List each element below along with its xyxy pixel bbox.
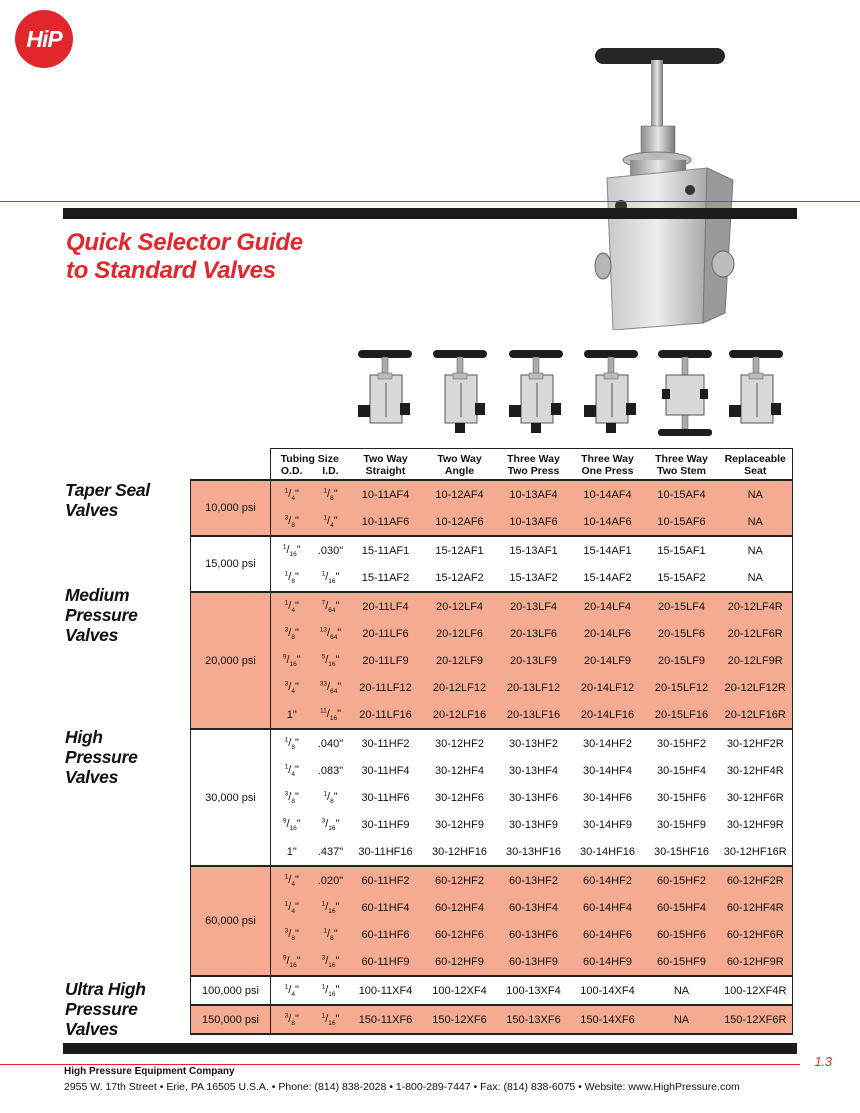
tubing-id: .030" <box>313 536 349 564</box>
part-number: 10-14AF4 <box>571 480 645 508</box>
part-number: 60-13HF2 <box>497 866 571 894</box>
part-number: 100-13XF4 <box>497 976 571 1005</box>
part-number: 60-12HF4R <box>719 894 793 921</box>
tubing-size-label: Tubing Size <box>280 453 339 465</box>
part-number: 100-11XF4 <box>349 976 423 1005</box>
part-number: 30-12HF9 <box>423 811 497 838</box>
table-row <box>191 620 793 647</box>
part-number: 60-11HF4 <box>349 894 423 921</box>
part-number: 20-15LF6 <box>645 620 719 647</box>
part-number: 30-11HF2 <box>349 729 423 757</box>
pressure-rating: 15,000 psi <box>191 536 271 592</box>
category-line: High <box>65 727 103 747</box>
tubing-od: $^1/_8$" <box>271 729 313 757</box>
column-header <box>645 449 719 481</box>
tubing-od: 1" <box>271 838 313 866</box>
part-number: 20-11LF12 <box>349 674 423 701</box>
part-number: 30-12HF4 <box>423 757 497 784</box>
part-number: 30-12HF6 <box>423 784 497 811</box>
title-line-1: Quick Selector Guide <box>66 229 303 256</box>
category-taper-seal <box>65 480 150 520</box>
tubing-od: $^3/_4$" <box>271 674 313 701</box>
part-number: 20-13LF16 <box>497 701 571 729</box>
part-number: NA <box>719 536 793 564</box>
part-number: NA <box>719 480 793 508</box>
pressure-rating: 150,000 psi <box>191 1005 271 1034</box>
column-header-line2: Seat <box>744 465 767 477</box>
table-row <box>191 592 793 620</box>
blank-header-cell <box>191 449 271 481</box>
part-number: 60-11HF9 <box>349 948 423 976</box>
part-number: 100-12XF4R <box>719 976 793 1005</box>
part-number: 60-12HF6R <box>719 921 793 948</box>
part-number: 20-12LF16 <box>423 701 497 729</box>
part-number: 15-12AF1 <box>423 536 497 564</box>
column-header <box>571 449 645 481</box>
part-number: 30-13HF9 <box>497 811 571 838</box>
table-row <box>191 508 793 536</box>
part-number: 60-12HF6 <box>423 921 497 948</box>
part-number: 20-11LF9 <box>349 647 423 674</box>
tubing-od: $^1/_{16}$" <box>271 536 313 564</box>
tubing-od: $^1/_4$" <box>271 894 313 921</box>
part-number: 20-12LF16R <box>719 701 793 729</box>
tubing-od: $^9/_{16}$" <box>271 647 313 674</box>
table-row <box>191 948 793 976</box>
part-number: 10-15AF4 <box>645 480 719 508</box>
black-bar-top <box>63 208 797 219</box>
tubing-od: $^1/_4$" <box>271 976 313 1005</box>
part-number: 30-12HF16 <box>423 838 497 866</box>
part-number: 10-11AF4 <box>349 480 423 508</box>
column-header <box>497 449 571 481</box>
part-number: 150-12XF6R <box>719 1005 793 1034</box>
part-number: 20-11LF6 <box>349 620 423 647</box>
part-number: 60-15HF4 <box>645 894 719 921</box>
category-line: Valves <box>65 500 119 520</box>
column-header-line1: Replaceable <box>724 453 786 465</box>
table-row <box>191 866 793 894</box>
tubing-od: $^1/_8$" <box>271 564 313 592</box>
column-header <box>423 449 497 481</box>
category-medium-pressure <box>65 585 138 645</box>
tubing-id: $^1/_8$" <box>313 921 349 948</box>
part-number: 10-12AF4 <box>423 480 497 508</box>
part-number: 15-14AF1 <box>571 536 645 564</box>
part-number: 60-14HF2 <box>571 866 645 894</box>
tubing-id: $^1/_{16}$" <box>313 894 349 921</box>
company-address: 2955 W. 17th Street • Erie, PA 16505 U.S.A. • Phone: (814) 838-2028 • 1-800-289-7447 • Fax: (814) 838-6075 • Website: www.HighPressure.com <box>64 1081 740 1093</box>
category-line: Pressure <box>65 747 138 767</box>
table-row <box>191 1005 793 1034</box>
part-number: 20-15LF12 <box>645 674 719 701</box>
part-number: 30-13HF16 <box>497 838 571 866</box>
logo-text: HiP <box>26 25 62 52</box>
tubing-id: $^1/_8$" <box>313 784 349 811</box>
od-label: O.D. <box>280 465 303 477</box>
part-number: 30-12HF9R <box>719 811 793 838</box>
part-number: 20-14LF4 <box>571 592 645 620</box>
part-number: 20-14LF9 <box>571 647 645 674</box>
hip-logo <box>15 10 73 68</box>
table-row <box>191 811 793 838</box>
part-number: 60-15HF2 <box>645 866 719 894</box>
part-number: 60-14HF9 <box>571 948 645 976</box>
part-number: 30-14HF16 <box>571 838 645 866</box>
part-number: 60-12HF9 <box>423 948 497 976</box>
table-row <box>191 674 793 701</box>
part-number: 30-14HF9 <box>571 811 645 838</box>
part-number: 15-13AF1 <box>497 536 571 564</box>
part-number: 30-11HF16 <box>349 838 423 866</box>
part-number: 60-13HF6 <box>497 921 571 948</box>
part-number: 150-13XF6 <box>497 1005 571 1034</box>
tubing-id: .437" <box>313 838 349 866</box>
red-divider-bottom <box>0 1064 800 1065</box>
tubing-od: $^3/_8$" <box>271 620 313 647</box>
tubing-id: .083" <box>313 757 349 784</box>
tubing-od: $^1/_4$" <box>271 592 313 620</box>
part-number: 20-14LF16 <box>571 701 645 729</box>
category-line: Valves <box>65 625 119 645</box>
part-number: 30-12HF2R <box>719 729 793 757</box>
part-number: 20-13LF12 <box>497 674 571 701</box>
part-number: 60-13HF9 <box>497 948 571 976</box>
part-number: 30-11HF4 <box>349 757 423 784</box>
part-number: 10-12AF6 <box>423 508 497 536</box>
tubing-id: $^3/_{16}$" <box>313 948 349 976</box>
part-number: 30-12HF16R <box>719 838 793 866</box>
part-number: 20-12LF12 <box>423 674 497 701</box>
category-high-pressure <box>65 727 138 787</box>
tubing-id: .040" <box>313 729 349 757</box>
part-number: 30-15HF6 <box>645 784 719 811</box>
part-number: 20-12LF12R <box>719 674 793 701</box>
tubing-id: $^7/_{64}$" <box>313 592 349 620</box>
category-line: Valves <box>65 1019 119 1039</box>
table-row <box>191 729 793 757</box>
part-number: 60-12HF4 <box>423 894 497 921</box>
part-number: 15-15AF2 <box>645 564 719 592</box>
tubing-od: $^9/_{16}$" <box>271 811 313 838</box>
part-number: 60-12HF2R <box>719 866 793 894</box>
part-number: 60-12HF2 <box>423 866 497 894</box>
category-line: Taper Seal <box>65 480 150 500</box>
tubing-id: $^{13}/_{64}$" <box>313 620 349 647</box>
column-header-line2: Angle <box>444 465 475 477</box>
part-number: 15-11AF2 <box>349 564 423 592</box>
part-number: 30-13HF4 <box>497 757 571 784</box>
part-number: 30-14HF2 <box>571 729 645 757</box>
part-number: 20-12LF4 <box>423 592 497 620</box>
pressure-rating: 100,000 psi <box>191 976 271 1005</box>
pressure-rating: 60,000 psi <box>191 866 271 976</box>
part-number: 20-15LF9 <box>645 647 719 674</box>
part-number: 150-12XF6 <box>423 1005 497 1034</box>
table-row <box>191 536 793 564</box>
tubing-od: $^9/_{16}$" <box>271 948 313 976</box>
tubing-id: $^1/_{16}$" <box>313 564 349 592</box>
tubing-id: $^1/_{16}$" <box>313 1005 349 1034</box>
tubing-od: 1" <box>271 701 313 729</box>
part-number: 15-12AF2 <box>423 564 497 592</box>
part-number: 30-12HF2 <box>423 729 497 757</box>
page-title <box>66 229 303 285</box>
part-number: NA <box>645 976 719 1005</box>
tubing-id: $^{11}/_{16}$" <box>313 701 349 729</box>
tubing-size-header <box>271 449 349 481</box>
table-row <box>191 480 793 508</box>
page-number: 1.3 <box>814 1055 832 1069</box>
part-number: 30-13HF6 <box>497 784 571 811</box>
table-row <box>191 894 793 921</box>
tubing-od: $^1/_4$" <box>271 757 313 784</box>
column-header-line2: Two Stem <box>657 465 706 477</box>
part-number: 20-11LF16 <box>349 701 423 729</box>
part-number: NA <box>645 1005 719 1034</box>
part-number: 10-13AF6 <box>497 508 571 536</box>
part-number: 30-13HF2 <box>497 729 571 757</box>
red-divider-top <box>0 201 860 202</box>
part-number: 150-11XF6 <box>349 1005 423 1034</box>
part-number: 30-14HF6 <box>571 784 645 811</box>
part-number: 10-13AF4 <box>497 480 571 508</box>
table-row <box>191 976 793 1005</box>
part-number: 20-12LF9R <box>719 647 793 674</box>
part-number: 60-15HF6 <box>645 921 719 948</box>
column-header-line2: Two Press <box>507 465 560 477</box>
part-number: 60-14HF6 <box>571 921 645 948</box>
part-number: 30-12HF6R <box>719 784 793 811</box>
part-number: 20-12LF4R <box>719 592 793 620</box>
part-number: 60-12HF9R <box>719 948 793 976</box>
table-row <box>191 701 793 729</box>
category-line: Pressure <box>65 605 138 625</box>
tubing-id: $^1/_4$" <box>313 508 349 536</box>
part-number: 100-12XF4 <box>423 976 497 1005</box>
id-label: I.D. <box>322 465 339 477</box>
tubing-id: $^1/_{16}$" <box>313 976 349 1005</box>
part-number: 30-15HF2 <box>645 729 719 757</box>
column-header-line2: Straight <box>365 465 406 477</box>
tubing-id: $^1/_8$" <box>313 480 349 508</box>
category-ultra-high-pressure <box>65 979 146 1039</box>
part-number: 20-13LF9 <box>497 647 571 674</box>
column-header-line2: One Press <box>581 465 634 477</box>
part-number: 20-12LF9 <box>423 647 497 674</box>
part-number: 30-12HF4R <box>719 757 793 784</box>
tubing-id: $^3/_{16}$" <box>313 811 349 838</box>
part-number: 30-11HF6 <box>349 784 423 811</box>
part-number: 10-15AF6 <box>645 508 719 536</box>
three-way-one-press-valve-icon <box>582 345 640 437</box>
part-number: 20-15LF4 <box>645 592 719 620</box>
column-header <box>719 449 793 481</box>
pressure-rating: 20,000 psi <box>191 592 271 729</box>
two-way-angle-valve-icon <box>431 345 489 437</box>
part-number: 30-15HF4 <box>645 757 719 784</box>
part-number: 30-11HF9 <box>349 811 423 838</box>
category-line: Valves <box>65 767 119 787</box>
valve-selector-table <box>190 448 793 1035</box>
valve-product-photo <box>585 38 745 330</box>
part-number: 10-11AF6 <box>349 508 423 536</box>
part-number: 20-14LF12 <box>571 674 645 701</box>
column-header-line1: Two Way <box>363 453 408 465</box>
three-way-two-press-valve-icon <box>507 345 565 437</box>
part-number: 60-11HF2 <box>349 866 423 894</box>
category-line: Ultra High <box>65 979 146 999</box>
part-number: 60-11HF6 <box>349 921 423 948</box>
pressure-rating: 30,000 psi <box>191 729 271 866</box>
tubing-od: $^3/_8$" <box>271 921 313 948</box>
tubing-od: $^3/_8$" <box>271 784 313 811</box>
column-header-line1: Three Way <box>507 453 560 465</box>
part-number: 20-14LF6 <box>571 620 645 647</box>
tubing-od: $^1/_4$" <box>271 866 313 894</box>
black-bar-bottom <box>63 1043 797 1054</box>
part-number: 30-14HF4 <box>571 757 645 784</box>
part-number: NA <box>719 508 793 536</box>
part-number: 20-13LF4 <box>497 592 571 620</box>
tubing-id: $^5/_{16}$" <box>313 647 349 674</box>
part-number: 20-15LF16 <box>645 701 719 729</box>
part-number: 60-13HF4 <box>497 894 571 921</box>
part-number: 20-13LF6 <box>497 620 571 647</box>
table-row <box>191 564 793 592</box>
category-line: Medium <box>65 585 130 605</box>
table-row <box>191 838 793 866</box>
part-number: 15-14AF2 <box>571 564 645 592</box>
column-header-line1: Three Way <box>581 453 634 465</box>
part-number: 10-14AF6 <box>571 508 645 536</box>
part-number: 150-14XF6 <box>571 1005 645 1034</box>
column-header-line1: Three Way <box>655 453 708 465</box>
part-number: 30-15HF16 <box>645 838 719 866</box>
part-number: 20-11LF4 <box>349 592 423 620</box>
title-line-2: to Standard Valves <box>66 257 276 284</box>
part-number: 20-12LF6 <box>423 620 497 647</box>
table-row <box>191 921 793 948</box>
part-number: 60-14HF4 <box>571 894 645 921</box>
part-number: 15-15AF1 <box>645 536 719 564</box>
part-number: 15-13AF2 <box>497 564 571 592</box>
part-number: 15-11AF1 <box>349 536 423 564</box>
column-header-line1: Two Way <box>437 453 482 465</box>
two-way-straight-valve-icon <box>356 345 414 437</box>
part-number: 20-12LF6R <box>719 620 793 647</box>
three-way-two-stem-valve-icon <box>656 345 714 437</box>
tubing-od: $^3/_8$" <box>271 508 313 536</box>
part-number: 100-14XF4 <box>571 976 645 1005</box>
tubing-od: $^3/_8$" <box>271 1005 313 1034</box>
table-row <box>191 647 793 674</box>
part-number: 30-15HF9 <box>645 811 719 838</box>
company-name: High Pressure Equipment Company <box>64 1066 235 1077</box>
part-number: 60-15HF9 <box>645 948 719 976</box>
category-line: Pressure <box>65 999 138 1019</box>
tubing-id: $^{33}/_{64}$" <box>313 674 349 701</box>
pressure-rating: 10,000 psi <box>191 480 271 536</box>
column-header <box>349 449 423 481</box>
replaceable-seat-valve-icon <box>727 345 785 437</box>
table-row <box>191 784 793 811</box>
tubing-id: .020" <box>313 866 349 894</box>
table-row <box>191 757 793 784</box>
part-number: NA <box>719 564 793 592</box>
tubing-od: $^1/_4$" <box>271 480 313 508</box>
